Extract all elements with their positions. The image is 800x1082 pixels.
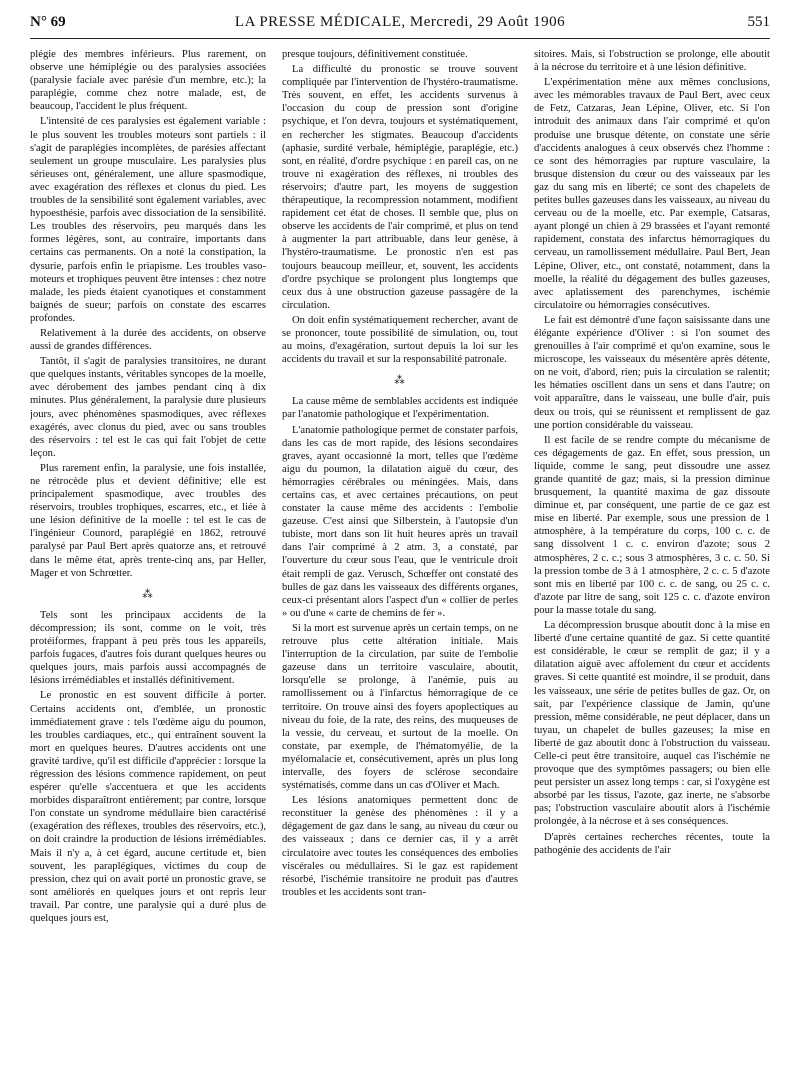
paragraph: Tantôt, il s'agit de paralysies transitoires, ne durant que quelques instants, véritables syncopes de la moelle, avec dérobement des jambes pendant cinq à dix minutes. Plus généralement, la paralysie dure plusieurs jours, avec phénomènes spasmodiques, avec réflexes exagérés, avec clonus du pied, avec ou sans troubles des réservoirs : tel est le cas qui fait l'objet de cette leçon.	[30, 356, 266, 459]
paragraph: Les lésions anatomiques permettent donc de reconstituer la genèse des phénomènes : il y a dégagement de gaz dans le sang, au niveau du cœur ou des vaisseaux ; dans ce dernier cas, il y a arrêt circulatoire avec toutes les conséquences des embolies viscérales ou médullaires. Si le gaz est rapidement résorbé, l'ischémie transitoire ne produit pas d'autres troubles et les accidents sont tran-	[282, 795, 518, 898]
paragraph: Le fait est démontré d'une façon saisissante dans une élégante expérience d'Oliver : si l'on soumet des grenouilles à l'air comprimé et qu'on examine, sous le microscope, les vaisseaux du mésentère après détente, on ne voit, d'abord, rien; puis la circulation se ralentit; les hématies oscillent dans un sens et dans l'autre; on voit apparaître, dans le vaisseau, une bulle d'air, puis deux ou trois, qui se réunissent et remplissent de gaz une portion considérable du vaisseau.	[534, 314, 770, 431]
header-rule	[30, 38, 770, 39]
paragraph: La décompression brusque aboutit donc à la mise en liberté d'une certaine quantité de gaz. Si cette quantité est considérable, le cœur se remplit de gaz; il y a dilatation aiguë avec affolement du cœur et accidents graves. Si cette quantité est moindre, il se produit, dans les vaisseaux, une série de petites bulles de gaz. Or, on sait, par l'expérience classique de Jamin, qu'une pression, même considérable, ne peut déplacer, dans un tuyau, un chapelet de bulles gazeuses; la mise en liberté de gaz aboutit donc à l'obstruction du vaisseau. Celle-ci peut être transitoire, auquel cas l'ischémie ne provoque que des symptômes passagers; ou bien elle peut persister un assez long temps : car, si l'oxygène est absorbé par les tissus, l'azote, gaz inerte, ne s'absorbe pas; l'obstruction vasculaire aboutit alors à l'ischémie prolongée, à la nécrose et à ses conséquences.	[534, 620, 770, 828]
paragraph: L'anatomie pathologique permet de constater parfois, dans les cas de mort rapide, des lésions secondaires graves, ayant occasionné la mort, telles que l'œdème aigu du poumon, la dilatation aiguë du cœur, des hémorragies cérébrales ou méningées. Mais, dans certains cas, et avec certaines précautions, on peut constater la cause même des accidents : l'embolie gazeuse. C'est ainsi que Silberstein, à l'autopsie d'un tubiste, mort dans son lit huit heures après un travail dans l'air comprimé à 2 atm. 3, a constaté, par l'ouverture du cœur sous l'eau, que le ventricule droit était rempli de gaz. Verusch, Schœffer ont constaté des bulles de gaz dans les vaisseaux des différents organes, ceux-ci présentant alors l'aspect d'un « collier de perles » ou d'une « carte de chemins de fer ».	[282, 424, 518, 619]
journal-title: LA PRESSE MÉDICALE, Mercredi, 29 Août 1906	[234, 14, 566, 30]
paragraph: sitoires. Mais, si l'obstruction se prolonge, elle aboutit à la nécrose du territoire et à une lésion définitive.	[534, 49, 770, 74]
column-3	[534, 48, 770, 1076]
column-2	[282, 48, 518, 1076]
paragraph: La difficulté du pronostic se trouve souvent compliquée par l'intervention de l'hystéro-traumatisme. Très souvent, en effet, les accidents survenus à l'occasion du coup de pression sont d'origine psychique, et l'on devra, toujours et systématiquement, en rechercher les stigmates. Beaucoup d'accidents (aphasie, surdité verbale, hémiplégie, paraplégie, etc.) sont, en réalité, d'ordre psychique : en pareil cas, on ne trouve ni exagération des réflexes, ni troubles des réservoirs; d'autre part, les moyens de suggestion thérapeutique, la recompression notamment, modifient rapidement cet état de choses. Il semble que, plus on observe les accidents de l'air comprimé, et plus on tend à augmenter la part attribuable, dans leur genèse, à l'hystéro-traumatisme. Le pronostic n'en est pas toujours beaucoup meilleur, et, souvent, les accidents d'ordre psychique se prolongent plus longtemps que ceux dus à une obstruction gazeuse passagère de la circulation.	[282, 64, 518, 311]
paragraph: L'intensité de ces paralysies est également variable : le plus souvent les troubles moteurs sont partiels : il s'agit de paraplégies incomplètes, de parésies affectant seulement un groupe musculaire. Les paralysies plus sérieuses ont, généralement, une allure spasmodique, avec exagération des réflexes et clonus du pied. Les troubles de la sensibilité sont également variables, avec hypoesthésie, parfois avec dissociation de la sensibilité. Les troubles des réservoirs, peu marqués dans les formes légères, sont, au contraire, importants dans certains cas permanents. On a noté la constipation, la dysurie, parfois enfin le priapisme. Les troubles vaso-moteurs et trophiques peuvent être intenses : chez notre malade, les pieds étaient cyanotiques et constamment baignés de sueur; parfois on constate des escarres profondes.	[30, 116, 266, 324]
paragraph: plégie des membres inférieurs. Plus rarement, on observe une hémiplégie ou des paralysies associées (paralysie faciale avec parésie d'un membre, etc.); la paraplégie, comme chez notre malade, est, de beaucoup, l'accident le plus fréquent.	[30, 49, 266, 113]
section-separator: ⁂	[394, 375, 406, 387]
paragraph: Relativement à la durée des accidents, on observe aussi de grandes différences.	[30, 327, 266, 353]
page-number: 551	[747, 14, 770, 30]
section-separator: ⁂	[142, 588, 154, 600]
issue-number: N° 69	[30, 14, 66, 30]
paragraph: La cause même de semblables accidents est indiquée par l'anatomie pathologique et l'expérimentation.	[282, 396, 518, 421]
paragraph: On doit enfin systématiquement rechercher, avant de se prononcer, toute possibilité de simulation, ou, tout au moins, d'exagération, surtout depuis la loi sur les accidents du travail et sur la responsabilité patronale.	[282, 314, 518, 366]
paragraph: D'après certaines recherches récentes, toute la pathogénie des accidents de l'air	[534, 831, 770, 856]
paragraph: Le pronostic en est souvent difficile à porter. Certains accidents ont, d'emblée, un pronostic immédiatement grave : tels l'œdème aigu du poumon, les troubles cardiaques, etc., qui entraînent souvent la mort en quelques heures. D'autres accidents ont une gravité tardive, qu'il est difficile d'apprécier : lorsque la régression des lésions commence rapidement, on peut espérer qu'elle s'accentuera et que les accidents morbides disparaîtront entièrement; par contre, lorsque l'on constate un syndrome médullaire bien caractérisé (exagération des réflexes, troubles des réservoirs, etc.), on doit craindre la production de lésions irrémédiables. Mais il n'y a, à cet égard, aucune certitude et, bien souvent, les paraplégiques, victimes du coup de pression, chez qui on avait porté un pronostic grave, se sont améliorés en quelques jours et ont repris leur travail. Par contre, une paralysie qui a duré plus de quelques jours est,	[30, 690, 266, 924]
column-1	[30, 48, 266, 1076]
page-header	[30, 14, 770, 36]
paragraph: L'expérimentation mène aux mêmes conclusions, avec les mémorables travaux de Paul Bert, avec ceux de Fetz, Catzaras, Jean Lépine, Oliver, etc. Si l'on introduit des animaux dans l'air comprimé et qu'on produise une brusque détente, on constate une série d'accidents analogues à ceux observés chez l'homme : ce sont des hémorragies par rupture vasculaire, la brusque distension du cœur ou des vaisseaux par les gaz du sang mis en liberté; ce sont des chapelets de petites bulles gazeuses dans les vaisseaux, au niveau du cerveau ou de la moelle, etc. Par exemple, Catsaras, ayant plongé un chien à 29 brassées et l'ayant remonté rapidement, constata des infarctus hémorragiques du cerveau, un ramollissement médullaire. Paul Bert, Jean Lépine, Oliver, etc., ont constaté, notamment, dans la moelle, la réalité du dégagement des bulles gazeuses, avec aplatissement des parenchymes, ischémie circulatoire ou hémorragies consécutives.	[534, 77, 770, 311]
paragraph: Plus rarement enfin, la paralysie, une fois installée, ne rétrocède plus et devient définitive; elle est principalement spasmodique, avec troubles des réservoirs, troubles trophiques, escarres, etc., et liée à une lésion définitive de la moelle : tel est le cas de l'ingénieur Counord, paraplégié en 1862, retrouvé paralysé par Paul Bert après quatorze ans, et retrouvé dans le même état, après trente-cinq ans, par Heller, Mager et von Schrœtter.	[30, 462, 266, 579]
paragraph: Il est facile de se rendre compte du mécanisme de ces dégagements de gaz. En effet, sous pression, un liquide, comme le sang, peut dissoudre une assez grande quantité de gaz; mais, si la pression diminue brusquement, la quantité maxima de gaz dissoute diminue et, par conséquent, une partie de ce gaz est mise en liberté. Par exemple, sous une pression de 1 atmosphère, à la température du corps, 100 c. c. de sang dissolvent 1 c. c. environ d'azote; sous 2 atmosphères, 2 c. c.; sous 3 atmosphères, 3 c. c. 50. Si la pression tombe de 3 à 1 atmosphère, 2 c. c. 5 d'azote sont mis en liberté par 100 c. c. de sang, ou 25 c. c. d'azote par litre de sang, soit 125 c. c. d'azote environ pour la masse totale du sang.	[534, 434, 770, 616]
paragraph: Si la mort est survenue après un certain temps, on ne retrouve plus cette altération initiale. Mais l'interruption de la circulation, par suite de l'embolie gazeuse dans un territoire vasculaire, aboutit, lorsqu'elle se prolonge, à l'anémie, puis au ramollissement ou à l'infarctus hémorragique de ce territoire. On trouve ainsi des foyers apoplectiques au niveau du foie, de la rate, des reins, des muqueuses de la vessie, du cerveau, et surtout de la moelle. On constate, par exemple, de l'hématomyélie, de la myélomalacie et, consécutivement, après un plus long intervalle, des foyers de sclérose secondaire systématisés, comme dans un cas d'Oliver et Mach.	[282, 622, 518, 792]
paragraph: Tels sont les principaux accidents de la décompression; ils sont, comme on le voit, très protéiformes, frappant à peu près tous les appareils, parfois fugaces, d'autres fois durant quelques heures ou quelques jours, mais parfois aussi accompagnés de lésions irrémédiables et installés définitivement.	[30, 609, 266, 687]
paragraph: presque toujours, définitivement constituée.	[282, 49, 468, 60]
